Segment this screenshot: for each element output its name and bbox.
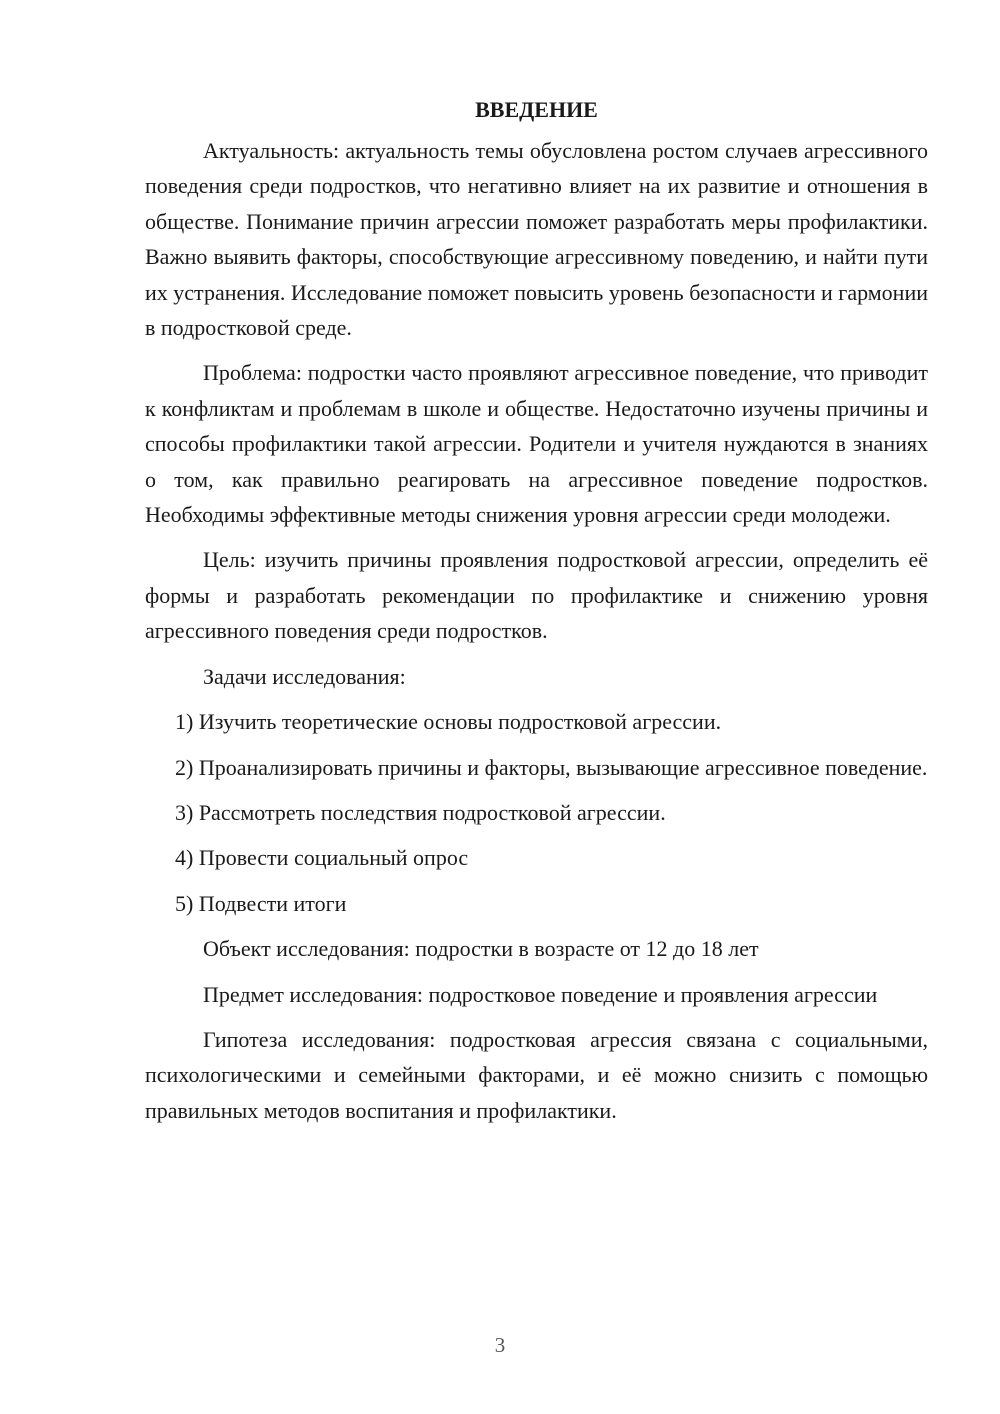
task-item-5: 5) Подвести итоги: [175, 890, 347, 916]
paragraph-hypothesis: Гипотеза исследования: подростковая агрессия связана с социальными, психологическими и семейными факторами, и её можно снизить с помощью правильных методов воспитания и профилактики.: [145, 1026, 928, 1123]
paragraph-tasks-heading: Задачи исследования:: [203, 663, 406, 689]
paragraph-goal: Цель: изучить причины проявления подростковой агрессии, определить её формы и разработать рекомендации по профилактике и снижению уровня агрессивного поведения среди подростков.: [145, 547, 928, 644]
page-number: 3: [494, 1333, 506, 1357]
document-page: [145, 92, 928, 1138]
paragraph-subject: Предмет исследования: подростковое поведение и проявления агрессии: [203, 981, 878, 1007]
task-item-4: 4) Провести социальный опрос: [175, 845, 469, 871]
paragraph-relevance: Актуальность: актуальность темы обусловлена ростом случаев агрессивного поведения среди подростков, что негативно влияет на их развитие и отношения в обществе. Понимание причин агрессии поможет разработать меры профилактики. Важно выявить факторы, способствующие агрессивному поведению, и найти пути их устранения. Исследование поможет повысить уровень безопасности и гармонии в подростковой среде.: [145, 138, 928, 341]
task-item-1: 1) Изучить теоретические основы подростковой агрессии.: [175, 709, 722, 735]
task-item-2: 2) Проанализировать причины и факторы, вызывающие агрессивное поведение.: [175, 754, 928, 780]
paragraph-problem: Проблема: подростки часто проявляют агрессивное поведение, что приводит к конфликтам и проблемам в школе и обществе. Недостаточно изучены причины и способы профилактики такой агрессии. Родители и учителя нуждаются в знаниях о том, как правильно реагировать на агрессивное поведение подростков. Необходимы эффективные методы снижения уровня агрессии среди молодежи.: [145, 360, 928, 528]
paragraph-object: Объект исследования: подростки в возрасте от 12 до 18 лет: [203, 936, 759, 962]
section-title: ВВЕДЕНИЕ: [475, 97, 598, 122]
task-item-3: 3) Рассмотреть последствия подростковой агрессии.: [175, 799, 666, 825]
